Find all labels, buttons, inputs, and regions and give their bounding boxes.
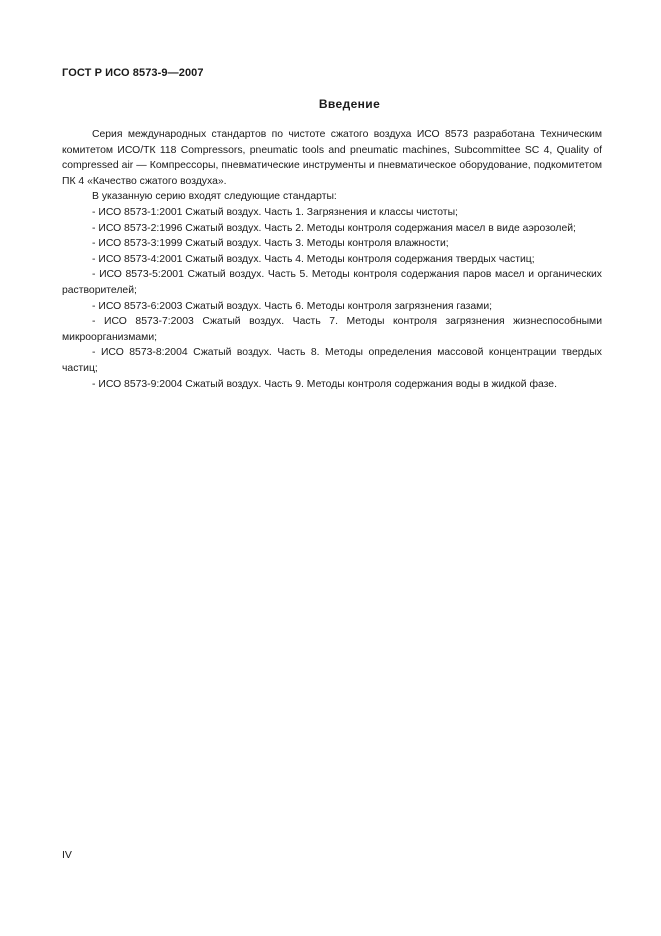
section-title: Введение <box>318 97 381 111</box>
standard-item: - ИСО 8573-5:2001 Сжатый воздух. Часть 5. Методы контроля содержания паров масел и органических растворителей; <box>62 269 602 296</box>
standard-item: - ИСО 8573-2:1996 Сжатый воздух. Часть 2. Методы контроля содержания масел в виде аэрозолей; <box>92 222 576 234</box>
standard-item: - ИСО 8573-1:2001 Сжатый воздух. Часть 1. Загрязнения и классы чистоты; <box>92 206 458 218</box>
standard-item: - ИСО 8573-3:1999 Сжатый воздух. Часть 3. Методы контроля влажности; <box>92 238 449 250</box>
standard-item: - ИСО 8573-7:2003 Сжатый воздух. Часть 7. Методы контроля загрязнения жизнеспособными микроорганизмами; <box>62 316 602 343</box>
body-text <box>62 127 602 392</box>
series-lead-paragraph: В указанную серию входят следующие стандарты: <box>92 191 337 203</box>
standard-item: - ИСО 8573-9:2004 Сжатый воздух. Часть 9. Методы контроля содержания воды в жидкой фазе. <box>92 378 557 390</box>
section-title-wrapper <box>0 97 661 111</box>
standard-item: - ИСО 8573-4:2001 Сжатый воздух. Часть 4. Методы контроля содержания твердых частиц; <box>92 253 535 265</box>
document-code-header: ГОСТ Р ИСО 8573-9—2007 <box>62 67 204 79</box>
page-number: IV <box>62 849 72 861</box>
standard-item: - ИСО 8573-6:2003 Сжатый воздух. Часть 6. Методы контроля загрязнения газами; <box>92 300 493 312</box>
standard-item: - ИСО 8573-8:2004 Сжатый воздух. Часть 8. Методы определения массовой концентрации твердых частиц; <box>62 347 602 374</box>
intro-paragraph: Серия международных стандартов по чистоте сжатого воздуха ИСО 8573 разработана Техническим комитетом ИСО/ТК 118 Compressors, pneumatic tools and pneumatic machines, Subcommittee SC 4, Quality of compressed air — Компрессоры, пневматические инструменты и пневматическое оборудование, подкомитетом ПК 4 «Качество сжатого воздуха». <box>62 129 602 187</box>
